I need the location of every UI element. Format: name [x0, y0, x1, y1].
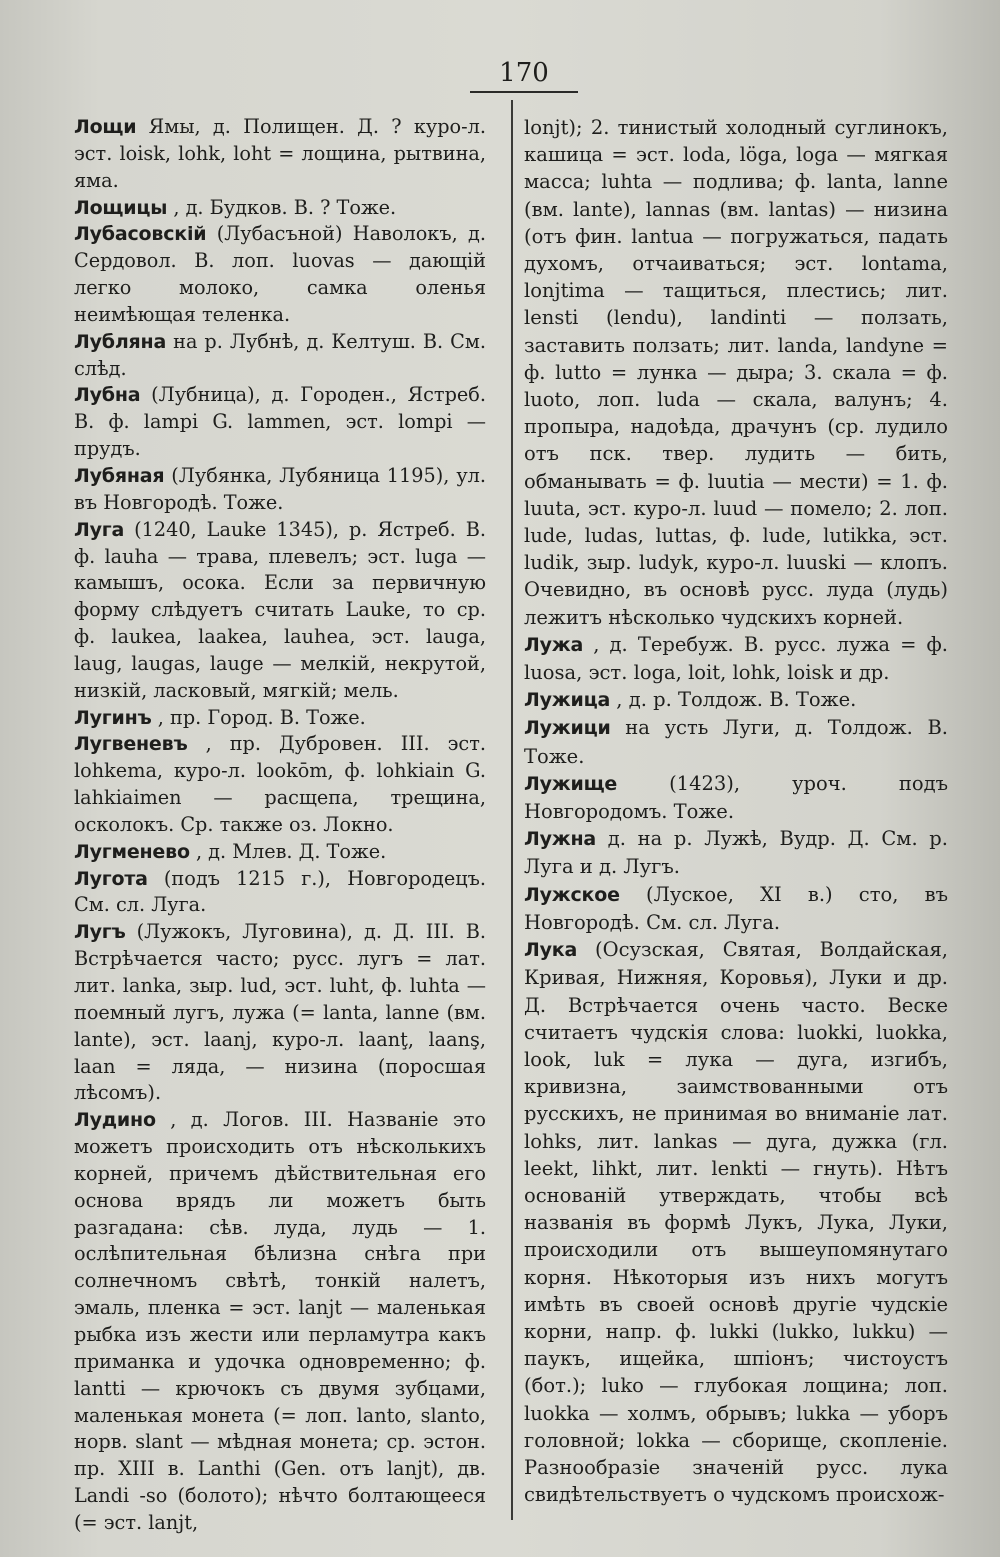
entry-text: (Лубянка, Лубяница 1195), ул. въ Новгородѣ. Тоже.	[74, 463, 486, 514]
entry-headword: Лугвеневъ	[74, 733, 188, 756]
entry-headword: Лубляна	[74, 330, 167, 353]
entry-text: (1240, Lauke 1345), р. Ястреб. В. ф. lauha — трава, плевелъ; эст. luga — камышъ, осока. Если за первичную форму слѣдуетъ считать Lauke, то ср. ф. laukea, laakea, lauhea, эст. lauga, laug, laugas, lauge — мелкiй, некрутой, низкiй, ласковый, мягкiй; мель.	[74, 517, 486, 702]
dictionary-entry	[524, 825, 948, 880]
page-number: 170	[499, 58, 549, 88]
column-divider	[511, 100, 513, 1520]
entry-text: на р. Лубнѣ, д. Келтуш. В. См. слѣд.	[74, 329, 486, 380]
dictionary-entry	[74, 114, 486, 195]
dictionary-entry	[524, 114, 948, 631]
entry-headword: Лугъ	[74, 921, 126, 944]
entry-text: , д. Логов. III. Названiе это можетъ происходить отъ нѣсколькихъ корней, причемъ дѣйствительная его основа врядъ ли можетъ быть разгадана: сѣв. луда, лудь — 1. ослѣпительная бѣлизна снѣга при солнечномъ свѣтѣ, тонкiй налетъ, эмаль, пленка = эст. lanjt — маленькая рыбка изъ жести или перламутра какъ приманка и удочка одновременно; ф. lantti — крючокъ съ двумя зубцами, маленькая монета (= лоп. lanto, slanto, норв. slant — мѣдная монета; ср. эстон. пр. XIII в. Lanthi (Gen. отъ lanjt), дв. Landi -so (болото); нѣчто болтающееся (= эст. lanjt,	[74, 1108, 486, 1534]
dictionary-entry	[74, 919, 486, 1107]
entry-text: , пр. Дубровен. III. эст. lohkema, куро-л. lookōm, ф. lohkiain G. lahkiaimen — расщепа, трещина, осколокъ. Ср. также оз. Локно.	[74, 732, 486, 836]
dictionary-entry	[74, 221, 486, 328]
header-rule	[470, 91, 578, 93]
right-column	[524, 114, 948, 1508]
dictionary-entry	[524, 770, 948, 825]
left-column	[74, 114, 486, 1537]
dictionary-entry	[74, 839, 486, 866]
entry-headword: Лужица	[524, 689, 611, 712]
dictionary-entry	[524, 714, 948, 769]
entry-text: д. на р. Лужѣ, Вудр. Д. См. р. Луга и д. Лугъ.	[524, 827, 948, 879]
entry-text: (Осузская, Святая, Волдайская, Кривая, Нижняя, Коровья), Луки и др. Д. Встрѣчается очень часто. Веске считаетъ чудскiя слова: luokki, luokka, look, luk = лука — дуга, изгибъ, кривизна, заимствованными отъ русскихъ, не принимая во вниманiе лат. lohks, лит. lankas — дуга, дужка (гл. leekt, lihkt, лит. lenkti — гнуть). Нѣтъ основанiй утверждать, чтобы всѣ названiя въ формѣ Лукъ, Лука, Луки, происходили отъ вышеупомянутаго корня. Нѣкоторыя изъ нихъ могутъ имѣть въ своей основѣ другiе чудскiе корни, напр. ф. lukki (lukko, lukku) — паукъ, ищейка, шпiонъ; чистоустъ (бот.); luko — глубокая лощина; лоп. luokka — холмъ, обрывъ; lukka — уборъ головной; lokka — сборище, скопленiе. Разнообразiе значенiй русс. лука свидѣтельствуетъ о чудскомъ происхож-	[524, 938, 948, 1507]
entry-text: Ямы, д. Полищен. Д. ? куро-л. эст. loisk, lohk, loht = лощина, рытвина, яма.	[74, 115, 486, 192]
dictionary-entry	[74, 195, 486, 222]
entry-headword: Лугинъ	[74, 706, 152, 729]
entry-headword: Лука	[524, 939, 578, 962]
entry-headword: Лощицы	[74, 196, 168, 219]
entry-headword: Лужици	[524, 717, 611, 740]
entry-text: , д. Млев. Д. Тоже.	[195, 839, 387, 863]
dictionary-entry	[74, 329, 486, 383]
entry-headword: Лужище	[524, 772, 618, 795]
entry-text: , пр. Город. В. Тоже.	[157, 705, 366, 729]
entry-text: (Лубасъной) Наволокъ, д. Сердовол. В. лоп. luovas — дающiй легко молоко, самка оленья неимѣющая теленка.	[74, 222, 486, 326]
entry-text: , д. Теребуж. В. русс. лужа = ф. luosa, эст. loga, loit, lohk, loisk и др.	[524, 632, 948, 685]
entry-headword: Лугменево	[74, 840, 190, 863]
dictionary-entry	[524, 686, 948, 714]
dictionary-entry	[524, 936, 948, 1508]
entry-headword: Лугота	[74, 867, 148, 890]
entry-text: lonjt); 2. тинистый холодный суглинокъ, кашица = эст. loda, löga, loga — мягкая масса; luhta — подлива; ф. lanta, lanne (вм. lante), lannas (вм. lantas) — низина (отъ фин. lantua — погружаться, падать духомъ, отчаиваться; эст. lontama, lonjtima — тащиться, плестись; лит. lensti (lendu), landinti — ползать, заставить ползать; лит. landa, landyne = ф. lutto = лунка — дыра; 3. скала = ф. luoto, лоп. luda — скала, валунъ; 4. пропыра, надоѣда, драчунъ (ср. лудило отъ пск. твер. лудить — бить, обманывать = ф. luutia — мести) = 1. ф. luuta, эст. куро-л. luud — помело; 2. лоп. lude, ludas, luttas, ф. lude, lutikka, эст. ludik, зыр. ludyk, куро-л. luuski — клопъ. Очевидно, въ основѣ русс. луда (лудь) лежитъ нѣсколько чудскихъ корней.	[524, 116, 948, 629]
entry-headword: Лубасовскiй	[74, 223, 207, 246]
entry-text: , д. р. Толдож. В. Тоже.	[616, 688, 857, 712]
entry-text: (Луское, XI в.) сто, въ Новгородѣ. См. сл. Луга.	[524, 882, 949, 934]
dictionary-entry	[74, 463, 486, 517]
entry-headword: Лужа	[524, 633, 584, 656]
entry-text: (подъ 1215 г.), Новгородецъ. См. сл. Луга.	[74, 866, 486, 917]
entry-headword: Лубна	[74, 384, 141, 407]
entry-text: (Лубница), д. Городен., Ястреб. В. ф. lampi G. lammen, эст. lompi — прудъ.	[74, 383, 486, 461]
dictionary-entry	[74, 866, 486, 920]
entry-headword: Лужское	[524, 883, 620, 906]
dictionary-entry	[74, 731, 486, 838]
dictionary-entry	[74, 382, 486, 463]
entry-headword: Лубяная	[74, 464, 165, 487]
dictionary-entry	[74, 705, 486, 732]
dictionary-entry	[74, 1107, 486, 1537]
entry-text: (Лужокъ, Луговина), д. Д. III. В. Встрѣчается часто; русс. лугъ = лат. лит. lanka, зыр. lud, эст. luht, ф. luhta — поемный лугъ, лужа (= lanta, lanne (вм. lante), эст. laanj, куро-л. laanţ, laanş, laan = ляда, — низина (поросшая лѣсомъ).	[74, 920, 487, 1105]
dictionary-entry	[524, 631, 948, 686]
entry-headword: Луга	[74, 518, 125, 541]
entry-text: , д. Будков. В. ? Тоже.	[173, 195, 397, 219]
dictionary-entry	[524, 881, 948, 936]
entry-text: (1423), уроч. подъ Новгородомъ. Тоже.	[524, 771, 948, 824]
entry-text: на усть Луги, д. Толдож. В. Тоже.	[524, 716, 948, 768]
entry-headword: Лужна	[524, 828, 597, 851]
entry-headword: Лудино	[74, 1109, 156, 1132]
dictionary-entry	[74, 517, 486, 705]
entry-headword: Лощи	[74, 116, 137, 138]
